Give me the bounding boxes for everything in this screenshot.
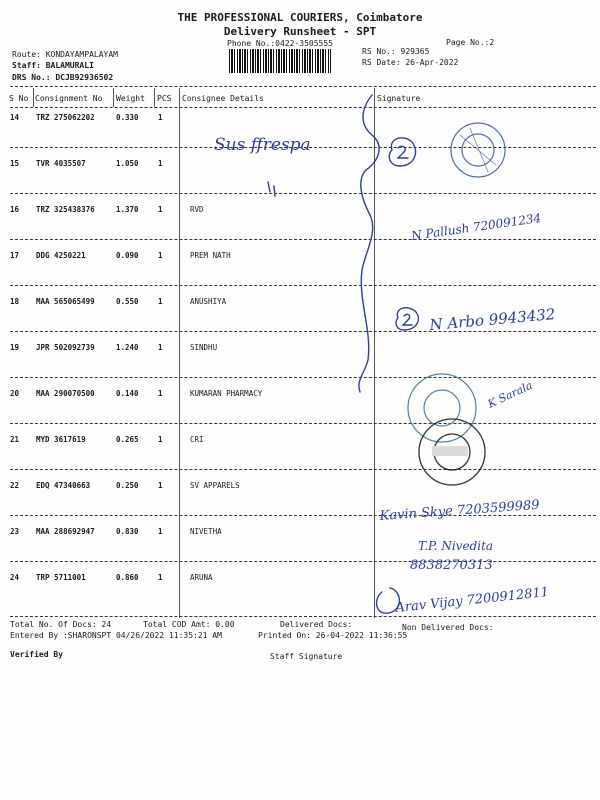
- sheet-title: Delivery Runsheet - SPT: [223, 25, 377, 38]
- cell-weight: 0.090: [116, 251, 139, 260]
- cell-pcs: 1: [158, 481, 163, 490]
- non-delivered-docs: Non Delivered Docs:: [402, 623, 494, 632]
- cell-sno: 22: [10, 481, 20, 490]
- rs-number: RS No.: 929365: [362, 47, 430, 56]
- row-separator: [10, 561, 596, 562]
- cell-consignee: KUMARAN PHARMACY: [190, 389, 263, 398]
- cell-pcs: 1: [158, 297, 163, 306]
- cell-weight: 0.550: [116, 297, 139, 306]
- cell-consignment: MAA 288692947: [36, 527, 95, 536]
- cell-sno: 21: [10, 435, 20, 444]
- handwriting-row18: N Arbo 9943432: [428, 305, 556, 334]
- row-separator: [10, 193, 596, 194]
- handwriting-row23-name: T.P. Nivedita: [418, 539, 494, 553]
- cell-consignee: CRI: [190, 435, 204, 444]
- cell-consignment: TRP 5711001: [36, 573, 86, 582]
- row-separator: [10, 285, 596, 286]
- staff-signature: Staff Signature: [270, 652, 343, 661]
- cell-pcs: 1: [158, 343, 163, 352]
- handwriting-row22: Kavin Skye 7203599989: [379, 497, 541, 524]
- cell-pcs: 1: [158, 573, 163, 582]
- col-sno: S No: [9, 94, 29, 103]
- cell-pcs: 1: [158, 205, 163, 214]
- cell-consignee: ARUNA: [190, 573, 213, 582]
- row-separator: [10, 377, 596, 378]
- cell-pcs: 1: [158, 435, 163, 444]
- pharmacy-stamp: [408, 374, 476, 442]
- cell-sno: 20: [10, 389, 20, 398]
- cell-sno: 23: [10, 527, 20, 536]
- cell-consignment: TRZ 275062202: [36, 113, 95, 122]
- cell-weight: 0.250: [116, 481, 139, 490]
- col-divider: [179, 88, 180, 618]
- handwriting-row14: Sus ffrespa: [214, 135, 311, 155]
- staff-name: Staff: BALAMURALI: [12, 61, 94, 70]
- cell-weight: 0.830: [116, 527, 139, 536]
- cell-sno: 19: [10, 343, 20, 352]
- cell-weight: 0.265: [116, 435, 139, 444]
- handwriting-row20: K Sarala: [485, 378, 535, 411]
- delivered-docs: Delivered Docs:: [280, 620, 353, 629]
- cell-sno: 17: [10, 251, 20, 260]
- col-divider: [374, 88, 375, 618]
- col-divider: [113, 88, 114, 107]
- cell-sno: 15: [10, 159, 20, 168]
- bracket-stroke: [359, 95, 379, 392]
- cell-consignee: PREM NATH: [190, 251, 231, 260]
- cell-sno: 18: [10, 297, 20, 306]
- cell-consignment: MYD 3617619: [36, 435, 86, 444]
- separator-top: [10, 86, 596, 87]
- row-separator: [10, 469, 596, 470]
- row-separator: [10, 331, 596, 332]
- cell-consignee: SINDHU: [190, 343, 218, 352]
- entered-by: Entered By :SHARONSPT 04/26/2022 11:35:21 AM: [10, 631, 222, 640]
- cell-consignment: TRZ 325438376: [36, 205, 95, 214]
- separator-columns: [10, 107, 596, 108]
- cell-consignment: TVR 4035507: [36, 159, 86, 168]
- total-docs: Total No. Of Docs: 24: [10, 620, 112, 629]
- cell-consignment: EDQ 47340663: [36, 481, 91, 490]
- cell-consignee: RVD: [190, 205, 204, 214]
- circled-mark: [389, 138, 415, 166]
- cell-sno: 24: [10, 573, 20, 582]
- printed-on: Printed On: 26-04-2022 11:36:55: [258, 631, 408, 640]
- row-separator: [10, 423, 596, 424]
- company-stamp: [419, 419, 485, 485]
- verified-by: Verified By: [10, 650, 63, 659]
- row-separator: [10, 147, 596, 148]
- scribble-stroke: [377, 588, 400, 613]
- cell-pcs: 1: [158, 113, 163, 122]
- college-stamp: [451, 123, 505, 177]
- handwriting-row24: Arav Vijay 7200912811: [394, 584, 550, 616]
- col-signature: Signature: [377, 94, 421, 103]
- cell-weight: 0.860: [116, 573, 139, 582]
- cell-pcs: 1: [158, 389, 163, 398]
- col-consignment: Consignment No: [35, 94, 103, 103]
- separator-footer: [10, 616, 596, 617]
- total-cod: Total COD Amt: 0.00: [143, 620, 235, 629]
- cell-consignment: DDG 4250221: [36, 251, 86, 260]
- cell-sno: 14: [10, 113, 20, 122]
- cell-consignment: JPR 502092739: [36, 343, 95, 352]
- row-separator: [10, 239, 596, 240]
- handwriting-row23-phone: 8838270313: [410, 558, 493, 573]
- company-name: THE PROFESSIONAL COURIERS, Coimbatore: [177, 11, 423, 24]
- page-number: Page No.:2: [446, 38, 495, 47]
- cell-consignee: NIVETHA: [190, 527, 222, 536]
- drs-number: DRS No.: DCJB92936502: [12, 73, 114, 82]
- cell-pcs: 1: [158, 159, 163, 168]
- rs-date: RS Date: 26-Apr-2022: [362, 58, 459, 67]
- col-pcs: PCS: [157, 94, 172, 103]
- route: Route: KONDAYAMPALAYAM: [12, 50, 118, 59]
- col-divider: [33, 88, 34, 107]
- cell-weight: 1.370: [116, 205, 139, 214]
- cell-consignee: ANUSHIYA: [190, 297, 227, 306]
- handwriting-row16: N Pallush 720091234: [410, 210, 542, 243]
- circled-mark: [396, 308, 418, 330]
- cell-consignment: MAA 290070500: [36, 389, 95, 398]
- cell-pcs: 1: [158, 251, 163, 260]
- phone-number: Phone No.:0422-3505555: [227, 39, 333, 48]
- barcode: [229, 49, 331, 73]
- cell-weight: 0.330: [116, 113, 139, 122]
- cell-weight: 0.140: [116, 389, 139, 398]
- cell-sno: 16: [10, 205, 20, 214]
- row-separator: [10, 515, 596, 516]
- cell-consignment: MAA 565065499: [36, 297, 95, 306]
- col-weight: Weight: [116, 94, 145, 103]
- cell-weight: 1.240: [116, 343, 139, 352]
- cell-weight: 1.050: [116, 159, 139, 168]
- col-divider: [154, 88, 155, 107]
- cell-pcs: 1: [158, 527, 163, 536]
- cell-consignee: SV APPARELS: [190, 481, 240, 490]
- col-consignee: Consignee Details: [182, 94, 264, 103]
